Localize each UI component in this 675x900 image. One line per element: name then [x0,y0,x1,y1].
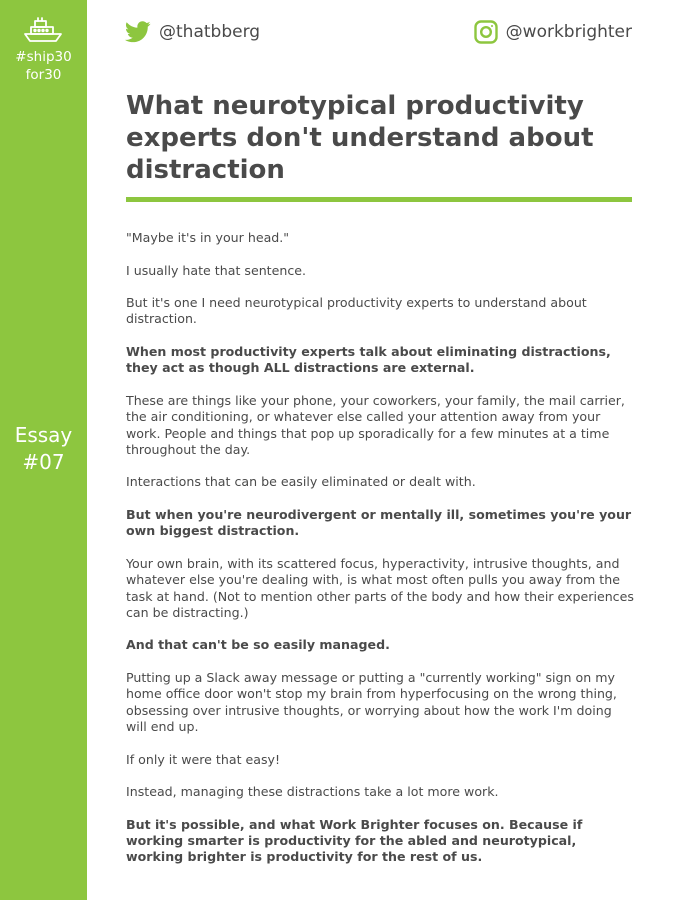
body-paragraph: When most productivity experts talk about eliminating distractions, they act as though ALL distractions are external. [126,344,611,376]
title-divider [126,197,632,202]
instagram-handle: @workbrighter [505,22,632,42]
body-paragraph: And that can't be so easily managed. [126,637,390,653]
essay-line-2: #07 [22,450,65,474]
body-paragraph: But it's possible, and what Work Brighter focuses on. Because if working smarter is productivity for the abled and neurotypical, working brighter is productivity for the rest of us. [126,816,583,865]
instagram-icon [474,20,498,44]
body-paragraph: Instead, managing these distractions take a lot more work. [126,784,499,800]
essay-number-label [0,422,87,476]
essay-line-1: Essay [14,423,73,447]
body-paragraph: Putting up a Slack away message or putting a "currently working" sign on my home office door won't stop my brain from hyperfocusing on the wrong thing, obsessing over intrusive thoughts, or worrying about how the work I'm doing will end up. [126,670,617,734]
body-paragraph: I usually hate that sentence. [126,262,307,278]
body-paragraph: These are things like your phone, your coworkers, your family, the mail carrier, the air conditioning, or whatever else called your attention away from your work. People and things that pop up sporadically for a few minutes at a time throughout the day. [126,392,625,457]
essay-title: What neurotypical productivity experts don't understand about distraction [126,91,594,185]
body-paragraph: Your own brain, with its scattered focus, hyperactivity, intrusive thoughts, and whatever else you're dealing with, is what most often pulls you away from the task at hand. (Not to mention other parts of the body and how their experiences can be distracting.) [126,555,634,620]
ship30-hashtag [0,48,87,84]
body-paragraph: If only it were that easy! [126,751,281,767]
hashtag-line-1: #ship30 [15,49,72,65]
body-paragraph: Interactions that can be easily eliminated or dealt with. [126,474,476,490]
essay-body [126,230,636,882]
body-paragraph: "Maybe it's in your head." [126,230,290,245]
ship-icon [23,17,63,43]
instagram-handle-row [474,18,632,46]
twitter-handle: @thatbberg [159,22,261,42]
body-paragraph: But it's one I need neurotypical productivity experts to understand about distraction. [126,295,587,327]
sidebar [0,0,87,900]
twitter-bird-icon [125,21,151,43]
hashtag-line-2: for30 [25,67,62,83]
body-paragraph: But when you're neurodivergent or mentally ill, sometimes you're your own biggest distraction. [126,507,632,539]
twitter-handle-row [125,18,260,46]
